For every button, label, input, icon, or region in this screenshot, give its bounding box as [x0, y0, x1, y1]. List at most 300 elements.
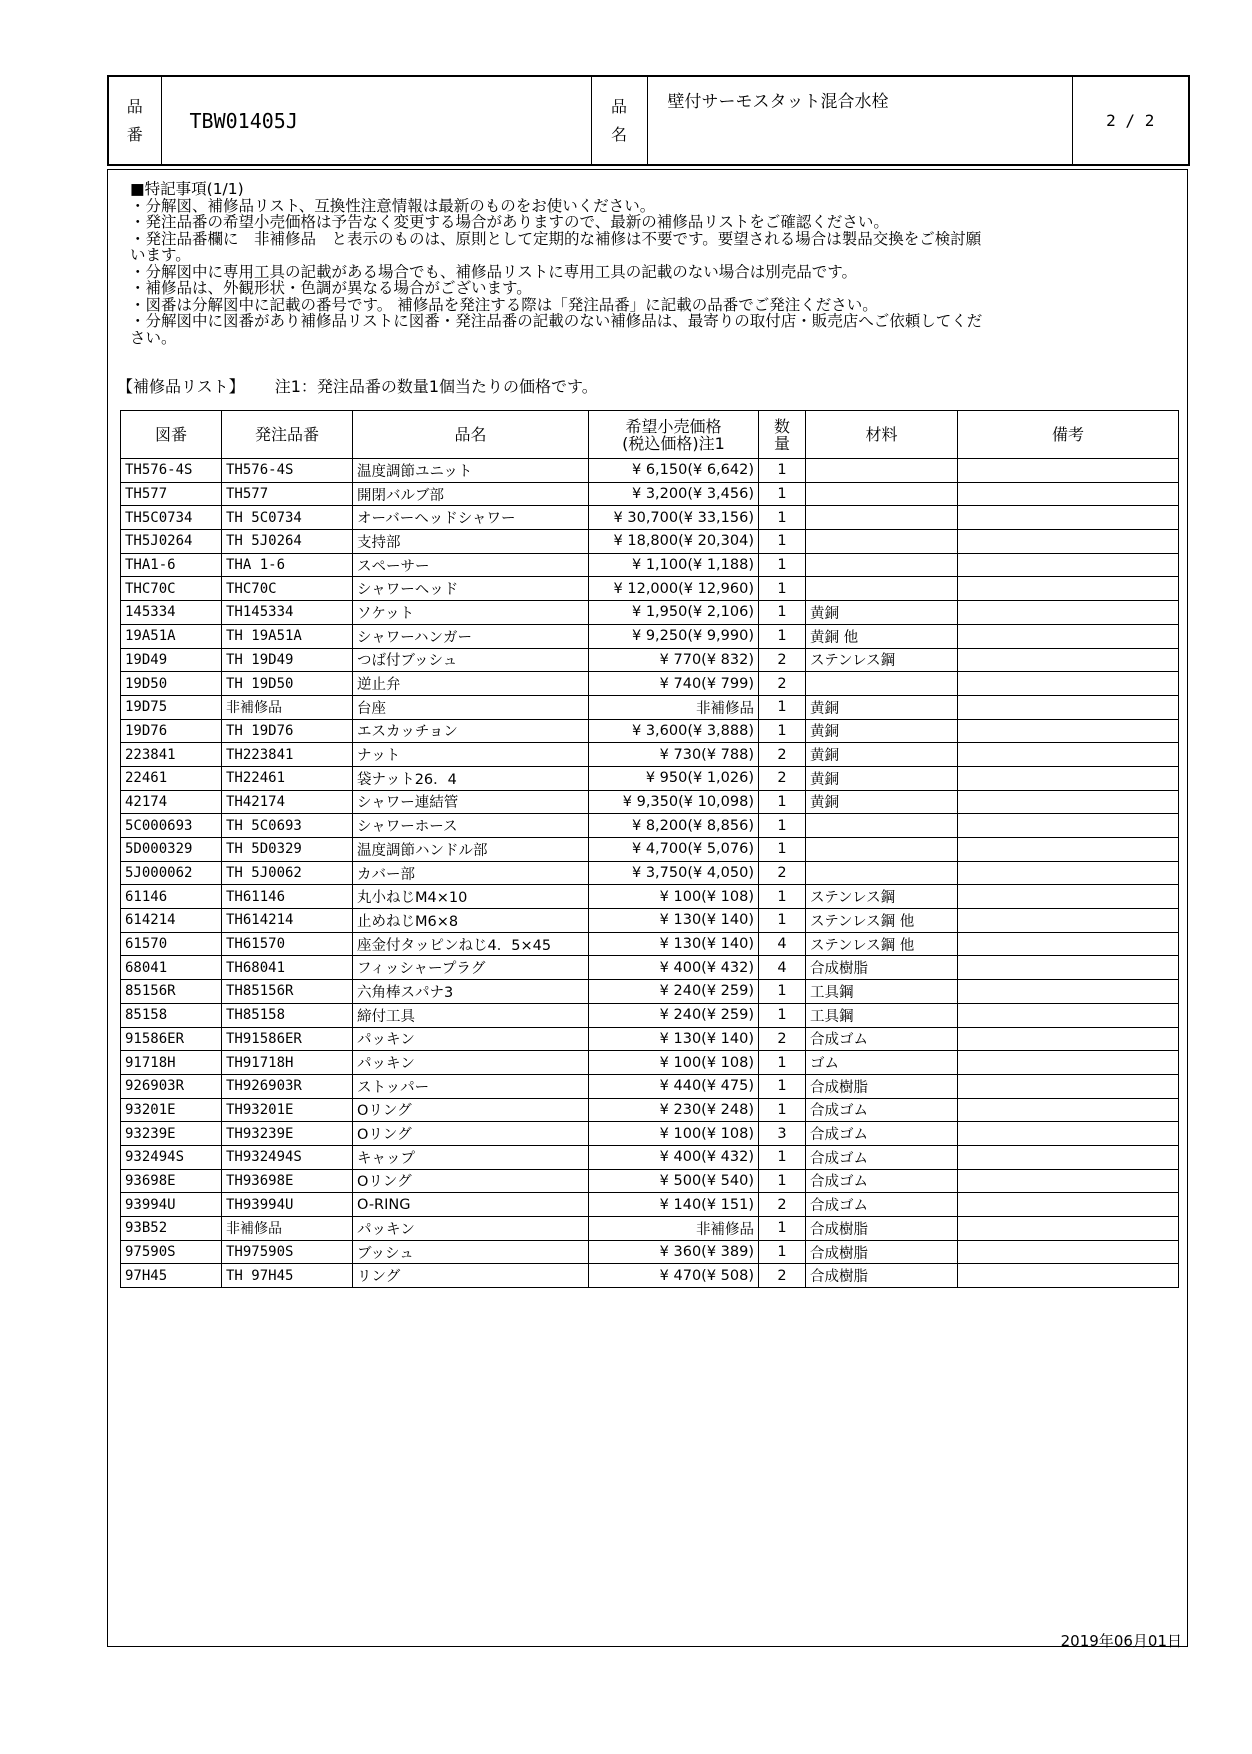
cell-price: 非補修品 [589, 695, 759, 719]
cell-remarks [958, 719, 1179, 743]
cell-order: TH93239E [222, 1122, 353, 1146]
cell-remarks [958, 482, 1179, 506]
cell-material: 合成ゴム [806, 1193, 958, 1217]
cell-name: パッキン [353, 1027, 589, 1051]
table-row [121, 838, 1179, 862]
cell-name: パッキン [353, 1217, 589, 1241]
cell-order: TH 19D50 [222, 672, 353, 696]
cell-remarks [958, 790, 1179, 814]
cell-material: 合成樹脂 [806, 1074, 958, 1098]
table-row [121, 553, 1179, 577]
cell-fig: 93698E [121, 1169, 222, 1193]
header-price [589, 411, 759, 459]
cell-material [806, 506, 958, 530]
cell-fig: 19D75 [121, 695, 222, 719]
cell-name: シャワーホース [353, 814, 589, 838]
name-label-1: 品 [610, 97, 627, 117]
cell-qty: 2 [759, 1264, 806, 1288]
cell-order: TH61570 [222, 932, 353, 956]
table-row [121, 1098, 1179, 1122]
cell-fig: 223841 [121, 743, 222, 767]
cell-order: TH 19A51A [222, 624, 353, 648]
cell-remarks [958, 553, 1179, 577]
cell-order: 非補修品 [222, 695, 353, 719]
cell-remarks [958, 1240, 1179, 1264]
cell-price: ¥ 3,200(¥ 3,456) [589, 482, 759, 506]
cell-qty: 1 [759, 980, 806, 1004]
cell-remarks [958, 672, 1179, 696]
cell-price: ¥ 100(¥ 108) [589, 1051, 759, 1075]
cell-name: 袋ナット26．4 [353, 766, 589, 790]
cell-material [806, 530, 958, 554]
cell-order: THA 1-6 [222, 553, 353, 577]
cell-material [806, 553, 958, 577]
cell-price: ¥ 30,700(¥ 33,156) [589, 506, 759, 530]
cell-price: ¥ 140(¥ 151) [589, 1193, 759, 1217]
header-order: 発注品番 [222, 411, 353, 459]
cell-name: 丸小ねじM4×10 [353, 885, 589, 909]
cell-price: ¥ 740(¥ 799) [589, 672, 759, 696]
cell-remarks [958, 932, 1179, 956]
cell-fig: TH5J0264 [121, 530, 222, 554]
table-row [121, 885, 1179, 909]
cell-name: 台座 [353, 695, 589, 719]
cell-price: ¥ 400(¥ 432) [589, 1145, 759, 1169]
cell-fig: 93994U [121, 1193, 222, 1217]
cell-qty: 1 [759, 885, 806, 909]
table-row [121, 506, 1179, 530]
cell-qty: 1 [759, 459, 806, 483]
cell-name: カバー部 [353, 861, 589, 885]
header-material: 材料 [806, 411, 958, 459]
cell-name: シャワーヘッド [353, 577, 589, 601]
cell-fig: 85158 [121, 1003, 222, 1027]
cell-qty: 2 [759, 648, 806, 672]
cell-name: リング [353, 1264, 589, 1288]
cell-remarks [958, 624, 1179, 648]
code-label-1: 品 [126, 97, 143, 117]
cell-name: 開閉バルブ部 [353, 482, 589, 506]
cell-price: ¥ 950(¥ 1,026) [589, 766, 759, 790]
cell-remarks [958, 909, 1179, 933]
table-row [121, 1122, 1179, 1146]
note-line: ・分解図中に図番があり補修品リストに図番・発注品番の記載のない補修品は、最寄りの取付店・販売店へご依頼してくだ [130, 312, 983, 330]
cell-material: ステンレス鋼 [806, 648, 958, 672]
cell-name: スペーサー [353, 553, 589, 577]
parts-table-body [121, 459, 1179, 1288]
product-code: TBW01405J [161, 76, 591, 165]
cell-name: シャワー連結管 [353, 790, 589, 814]
cell-remarks [958, 601, 1179, 625]
table-row [121, 482, 1179, 506]
cell-remarks [958, 980, 1179, 1004]
cell-remarks [958, 695, 1179, 719]
cell-qty: 1 [759, 838, 806, 862]
cell-price: ¥ 100(¥ 108) [589, 885, 759, 909]
cell-price: ¥ 18,800(¥ 20,304) [589, 530, 759, 554]
header-qty-line2: 量 [773, 433, 790, 453]
cell-fig: 91718H [121, 1051, 222, 1075]
cell-fig: 22461 [121, 766, 222, 790]
cell-fig: THA1-6 [121, 553, 222, 577]
note-line: ・分解図、補修品リスト、互換性注意情報は最新のものをお使いください。 [130, 196, 656, 215]
cell-qty: 1 [759, 1051, 806, 1075]
cell-order: TH614214 [222, 909, 353, 933]
cell-qty: 1 [759, 790, 806, 814]
cell-material: 合成ゴム [806, 1145, 958, 1169]
cell-material: 合成ゴム [806, 1169, 958, 1193]
code-label-2: 番 [126, 124, 143, 144]
cell-fig: 19D49 [121, 648, 222, 672]
cell-qty: 1 [759, 506, 806, 530]
table-row [121, 672, 1179, 696]
cell-order: TH932494S [222, 1145, 353, 1169]
cell-order: TH85156R [222, 980, 353, 1004]
cell-name: 温度調節ハンドル部 [353, 838, 589, 862]
special-notes [130, 181, 1180, 346]
cell-material [806, 482, 958, 506]
cell-qty: 1 [759, 1240, 806, 1264]
parts-table [120, 410, 1179, 1288]
cell-remarks [958, 814, 1179, 838]
cell-fig: THC70C [121, 577, 222, 601]
cell-material: ステンレス鋼 他 [806, 932, 958, 956]
cell-order: TH97590S [222, 1240, 353, 1264]
cell-name: 座金付タッピンねじ4．5×45 [353, 932, 589, 956]
table-row [121, 577, 1179, 601]
cell-material: 合成樹脂 [806, 1240, 958, 1264]
cell-name: エスカッチョン [353, 719, 589, 743]
parts-list-note: 注1：発注品番の数量1個当たりの価格です。 [274, 377, 598, 396]
cell-qty: 1 [759, 1169, 806, 1193]
table-row [121, 1193, 1179, 1217]
note-line: ・発注品番の希望小売価格は予告なく変更する場合がありますので、最新の補修品リストをご確認ください。 [130, 213, 889, 231]
cell-name: フィッシャープラグ [353, 956, 589, 980]
table-row [121, 1217, 1179, 1241]
cell-order: TH22461 [222, 766, 353, 790]
cell-name: 逆止弁 [353, 672, 589, 696]
cell-fig: 68041 [121, 956, 222, 980]
cell-remarks [958, 1217, 1179, 1241]
cell-price: ¥ 130(¥ 140) [589, 909, 759, 933]
cell-name: パッキン [353, 1051, 589, 1075]
cell-remarks [958, 648, 1179, 672]
cell-name: キャップ [353, 1145, 589, 1169]
table-row [121, 648, 1179, 672]
cell-price: ¥ 730(¥ 788) [589, 743, 759, 767]
cell-order: TH91718H [222, 1051, 353, 1075]
cell-name: 止めねじM6×8 [353, 909, 589, 933]
cell-remarks [958, 506, 1179, 530]
cell-fig: 93239E [121, 1122, 222, 1146]
cell-qty: 2 [759, 1027, 806, 1051]
cell-material: 合成樹脂 [806, 956, 958, 980]
header-price-line1: 希望小売価格 [625, 416, 722, 436]
cell-price: ¥ 230(¥ 248) [589, 1098, 759, 1122]
cell-price: ¥ 360(¥ 389) [589, 1240, 759, 1264]
table-row [121, 1003, 1179, 1027]
cell-name: つば付ブッシュ [353, 648, 589, 672]
cell-name: ナット [353, 743, 589, 767]
cell-price: ¥ 6,150(¥ 6,642) [589, 459, 759, 483]
cell-order: TH 97H45 [222, 1264, 353, 1288]
header-price-line2: (税込価格)注1 [622, 433, 725, 453]
cell-qty: 1 [759, 719, 806, 743]
cell-fig: 85156R [121, 980, 222, 1004]
cell-qty: 1 [759, 1003, 806, 1027]
cell-order: TH93994U [222, 1193, 353, 1217]
table-row [121, 1145, 1179, 1169]
parts-list-heading [117, 374, 598, 397]
cell-material [806, 672, 958, 696]
cell-name: オーバーヘッドシャワー [353, 506, 589, 530]
cell-price: ¥ 440(¥ 475) [589, 1074, 759, 1098]
note-line: ・補修品は、外観形状・色調が異なる場合がございます。 [130, 279, 532, 297]
cell-remarks [958, 1098, 1179, 1122]
notes-title: ■特記事項(1/1) [130, 180, 244, 198]
cell-remarks [958, 766, 1179, 790]
cell-material [806, 577, 958, 601]
table-row [121, 861, 1179, 885]
cell-order: TH85158 [222, 1003, 353, 1027]
cell-order: TH93698E [222, 1169, 353, 1193]
cell-qty: 1 [759, 909, 806, 933]
cell-qty: 1 [759, 577, 806, 601]
cell-order: TH577 [222, 482, 353, 506]
cell-remarks [958, 956, 1179, 980]
cell-fig: 614214 [121, 909, 222, 933]
cell-material: 黄銅 [806, 719, 958, 743]
note-line: います。 [130, 246, 191, 264]
cell-material [806, 459, 958, 483]
table-row [121, 459, 1179, 483]
table-row [121, 909, 1179, 933]
table-row [121, 932, 1179, 956]
cell-fig: 61570 [121, 932, 222, 956]
cell-price: ¥ 9,350(¥ 10,098) [589, 790, 759, 814]
cell-material: ステンレス鋼 他 [806, 909, 958, 933]
header-qty-line1: 数 [773, 416, 790, 436]
cell-fig: TH5C0734 [121, 506, 222, 530]
cell-order: TH145334 [222, 601, 353, 625]
cell-remarks [958, 861, 1179, 885]
cell-name: 締付工具 [353, 1003, 589, 1027]
cell-name: ストッパー [353, 1074, 589, 1098]
note-line: ・分解図中に専用工具の記載がある場合でも、補修品リストに専用工具の記載のない場合は別売品です。 [130, 262, 857, 281]
cell-qty: 1 [759, 1074, 806, 1098]
cell-material: 合成ゴム [806, 1098, 958, 1122]
cell-qty: 1 [759, 601, 806, 625]
table-row [121, 980, 1179, 1004]
cell-order: TH93201E [222, 1098, 353, 1122]
cell-fig: 19A51A [121, 624, 222, 648]
cell-price: 非補修品 [589, 1217, 759, 1241]
cell-qty: 4 [759, 956, 806, 980]
cell-material: 工具鋼 [806, 1003, 958, 1027]
note-line: ・発注品番欄に 非補修品 と表示のものは、原則として定期的な補修は不要です。要望される場合は製品交換をご検討願 [130, 229, 982, 248]
cell-order: TH61146 [222, 885, 353, 909]
cell-fig: TH576-4S [121, 459, 222, 483]
header-qty [759, 411, 806, 459]
cell-price: ¥ 12,000(¥ 12,960) [589, 577, 759, 601]
cell-name: 六角棒スパナ3 [353, 980, 589, 1004]
cell-order: TH926903R [222, 1074, 353, 1098]
cell-material: 合成ゴム [806, 1122, 958, 1146]
cell-price: ¥ 770(¥ 832) [589, 648, 759, 672]
cell-remarks [958, 838, 1179, 862]
cell-name: Oリング [353, 1098, 589, 1122]
cell-remarks [958, 1003, 1179, 1027]
cell-material: 黄銅 他 [806, 624, 958, 648]
cell-fig: 42174 [121, 790, 222, 814]
table-row [121, 530, 1179, 554]
cell-remarks [958, 459, 1179, 483]
cell-price: ¥ 100(¥ 108) [589, 1122, 759, 1146]
table-row [121, 956, 1179, 980]
cell-fig: 5D000329 [121, 838, 222, 862]
cell-remarks [958, 1264, 1179, 1288]
table-row [121, 1027, 1179, 1051]
table-row [121, 1074, 1179, 1098]
header-remarks: 備考 [958, 411, 1179, 459]
cell-order: THC70C [222, 577, 353, 601]
cell-order: TH 5C0693 [222, 814, 353, 838]
cell-order: TH91586ER [222, 1027, 353, 1051]
cell-fig: 91586ER [121, 1027, 222, 1051]
table-row [121, 1264, 1179, 1288]
cell-material: 黄銅 [806, 695, 958, 719]
cell-order: TH223841 [222, 743, 353, 767]
cell-material: ゴム [806, 1051, 958, 1075]
table-row [121, 624, 1179, 648]
note-line: ・図番は分解図中に記載の番号です。 補修品を発注する際は「発注品番」に記載の品番でご発注ください。 [130, 295, 878, 314]
cell-remarks [958, 743, 1179, 767]
cell-order: TH 19D49 [222, 648, 353, 672]
table-row [121, 1169, 1179, 1193]
cell-material: 合成樹脂 [806, 1264, 958, 1288]
cell-fig: 61146 [121, 885, 222, 909]
cell-order: TH68041 [222, 956, 353, 980]
cell-fig: 93B52 [121, 1217, 222, 1241]
cell-price: ¥ 4,700(¥ 5,076) [589, 838, 759, 862]
cell-price: ¥ 130(¥ 140) [589, 932, 759, 956]
table-row [121, 601, 1179, 625]
cell-price: ¥ 470(¥ 508) [589, 1264, 759, 1288]
cell-material: ステンレス鋼 [806, 885, 958, 909]
cell-order: TH 19D76 [222, 719, 353, 743]
cell-price: ¥ 9,250(¥ 9,990) [589, 624, 759, 648]
cell-price: ¥ 240(¥ 259) [589, 980, 759, 1004]
cell-order: TH 5D0329 [222, 838, 353, 862]
cell-material: 工具鋼 [806, 980, 958, 1004]
cell-fig: 93201E [121, 1098, 222, 1122]
header-name: 品名 [353, 411, 589, 459]
cell-qty: 4 [759, 932, 806, 956]
cell-order: TH 5J0264 [222, 530, 353, 554]
cell-price: ¥ 400(¥ 432) [589, 956, 759, 980]
cell-qty: 1 [759, 553, 806, 577]
cell-price: ¥ 3,750(¥ 4,050) [589, 861, 759, 885]
cell-qty: 1 [759, 695, 806, 719]
cell-material [806, 861, 958, 885]
page-number: 2 / 2 [1072, 76, 1189, 165]
cell-qty: 2 [759, 861, 806, 885]
cell-name: 温度調節ユニット [353, 459, 589, 483]
cell-fig: 19D76 [121, 719, 222, 743]
cell-name: シャワーハンガー [353, 624, 589, 648]
cell-qty: 2 [759, 1193, 806, 1217]
cell-remarks [958, 1169, 1179, 1193]
note-line: さい。 [130, 328, 177, 347]
table-row [121, 743, 1179, 767]
product-name: 壁付サーモスタット混合水栓 [647, 76, 1072, 165]
name-label-2: 名 [610, 124, 627, 144]
cell-name: O-RING [353, 1193, 589, 1217]
header-table [107, 75, 1190, 166]
cell-material: 黄銅 [806, 743, 958, 767]
table-row [121, 766, 1179, 790]
cell-fig: 145334 [121, 601, 222, 625]
notes-lines [130, 198, 1180, 347]
cell-qty: 1 [759, 624, 806, 648]
parts-list-title: 【補修品リスト】 [117, 377, 245, 396]
cell-qty: 1 [759, 814, 806, 838]
table-row [121, 814, 1179, 838]
cell-fig: 19D50 [121, 672, 222, 696]
cell-qty: 1 [759, 482, 806, 506]
cell-fig: 932494S [121, 1145, 222, 1169]
cell-qty: 1 [759, 1098, 806, 1122]
table-row [121, 790, 1179, 814]
cell-qty: 1 [759, 530, 806, 554]
table-row [121, 695, 1179, 719]
cell-price: ¥ 1,100(¥ 1,188) [589, 553, 759, 577]
cell-price: ¥ 8,200(¥ 8,856) [589, 814, 759, 838]
cell-fig: 97H45 [121, 1264, 222, 1288]
cell-name: Oリング [353, 1122, 589, 1146]
cell-qty: 3 [759, 1122, 806, 1146]
cell-material: 黄銅 [806, 790, 958, 814]
cell-order: TH576-4S [222, 459, 353, 483]
name-label [591, 76, 647, 165]
table-row [121, 1240, 1179, 1264]
cell-qty: 1 [759, 1217, 806, 1241]
issue-date: 2019年06月01日 [1060, 1632, 1182, 1650]
cell-order: TH 5C0734 [222, 506, 353, 530]
cell-remarks [958, 530, 1179, 554]
cell-material: 黄銅 [806, 601, 958, 625]
code-label [108, 76, 161, 165]
cell-material: 合成ゴム [806, 1027, 958, 1051]
cell-fig: 97590S [121, 1240, 222, 1264]
cell-price: ¥ 3,600(¥ 3,888) [589, 719, 759, 743]
cell-remarks [958, 885, 1179, 909]
cell-order: TH42174 [222, 790, 353, 814]
cell-qty: 2 [759, 766, 806, 790]
cell-price: ¥ 500(¥ 540) [589, 1169, 759, 1193]
cell-remarks [958, 1051, 1179, 1075]
table-row [121, 1051, 1179, 1075]
cell-price: ¥ 1,950(¥ 2,106) [589, 601, 759, 625]
cell-remarks [958, 577, 1179, 601]
cell-fig: 5J000062 [121, 861, 222, 885]
cell-fig: TH577 [121, 482, 222, 506]
cell-material [806, 814, 958, 838]
table-header-row [121, 411, 1179, 459]
cell-fig: 926903R [121, 1074, 222, 1098]
cell-remarks [958, 1027, 1179, 1051]
cell-name: ブッシュ [353, 1240, 589, 1264]
